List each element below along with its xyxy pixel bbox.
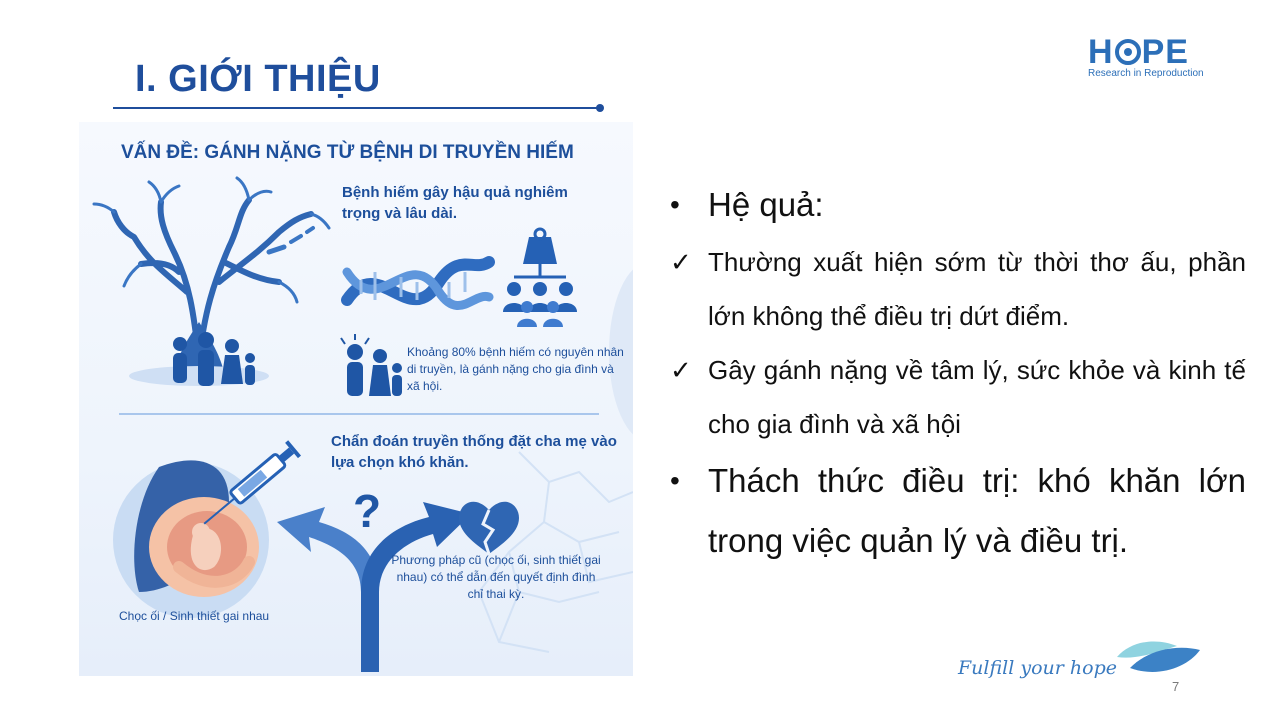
slide-title: I. GIỚI THIỆU: [135, 58, 381, 100]
infographic-heading: VẤN ĐỀ: GÁNH NẶNG TỪ BỆNH DI TRUYỀN HIẾM: [121, 142, 574, 163]
footer-tagline: Fulfill your hope: [958, 657, 1117, 679]
question-mark-icon: ?: [353, 485, 382, 537]
logo-eye-icon: [1115, 39, 1141, 65]
content-bullets: [668, 175, 1246, 571]
title-underline-dot: [596, 104, 604, 112]
statistic-text: Khoảng 80% bệnh hiếm có nguyên nhân di truyền, là gánh nặng cho gia đình và xã hội.: [407, 345, 624, 393]
family-tree-icon: [94, 178, 329, 386]
old-methods-text: Phương pháp cũ (chọc ối, sinh thiết gai nhau) có thể dẫn đến quyết định đình chỉ thai kỳ.: [391, 553, 601, 601]
bullet-consequences-text: Hệ quả:: [708, 186, 824, 223]
check-item-burden-text: Gây gánh nặng về tâm lý, sức khỏe và kinh tế cho gia đình và xã hội: [708, 355, 1246, 439]
logo-letter-h: H: [1088, 33, 1114, 71]
page-number: 7: [1172, 679, 1180, 694]
dna-icon: [347, 262, 489, 306]
procedure-caption: Chọc ối / Sinh thiết gai nhau: [119, 609, 270, 623]
bullet-dot-icon: •: [670, 465, 680, 496]
logo-subtitle: Research in Reproduction: [1088, 68, 1204, 79]
check-item-burden: [668, 343, 1246, 451]
bullet-consequences: [668, 175, 1246, 235]
bullet-dot-icon: •: [670, 189, 680, 220]
diagnosis-text: Chẩn đoán truyền thống đặt cha mẹ vào lựa chọn khó khăn.: [331, 433, 617, 471]
logo-letters-pe: PE: [1141, 33, 1189, 71]
checkmark-icon: ✓: [670, 355, 692, 385]
bullet-treatment-challenge: [668, 451, 1246, 571]
hope-logo: [1088, 34, 1203, 84]
check-item-onset-text: Thường xuất hiện sớm từ thời thơ ấu, phần lớn không thể điều trị dứt điểm.: [708, 247, 1246, 331]
consequence-text: Bệnh hiếm gây hậu quả nghiêm trọng và lâu dài.: [342, 184, 568, 222]
burden-people-icon: [503, 229, 577, 327]
title-underline: [113, 107, 599, 109]
worried-family-icon: [341, 334, 402, 396]
infographic: [79, 122, 633, 676]
broken-heart-icon: [459, 502, 519, 554]
pregnancy-ultrasound-icon: [113, 440, 301, 618]
bullet-treatment-challenge-text: Thách thức điều trị: khó khăn lớn trong việc quản lý và điều trị.: [708, 462, 1246, 559]
check-item-onset: [668, 235, 1246, 343]
leaf-logo-icon: [1112, 632, 1202, 682]
checkmark-icon: ✓: [670, 247, 692, 277]
